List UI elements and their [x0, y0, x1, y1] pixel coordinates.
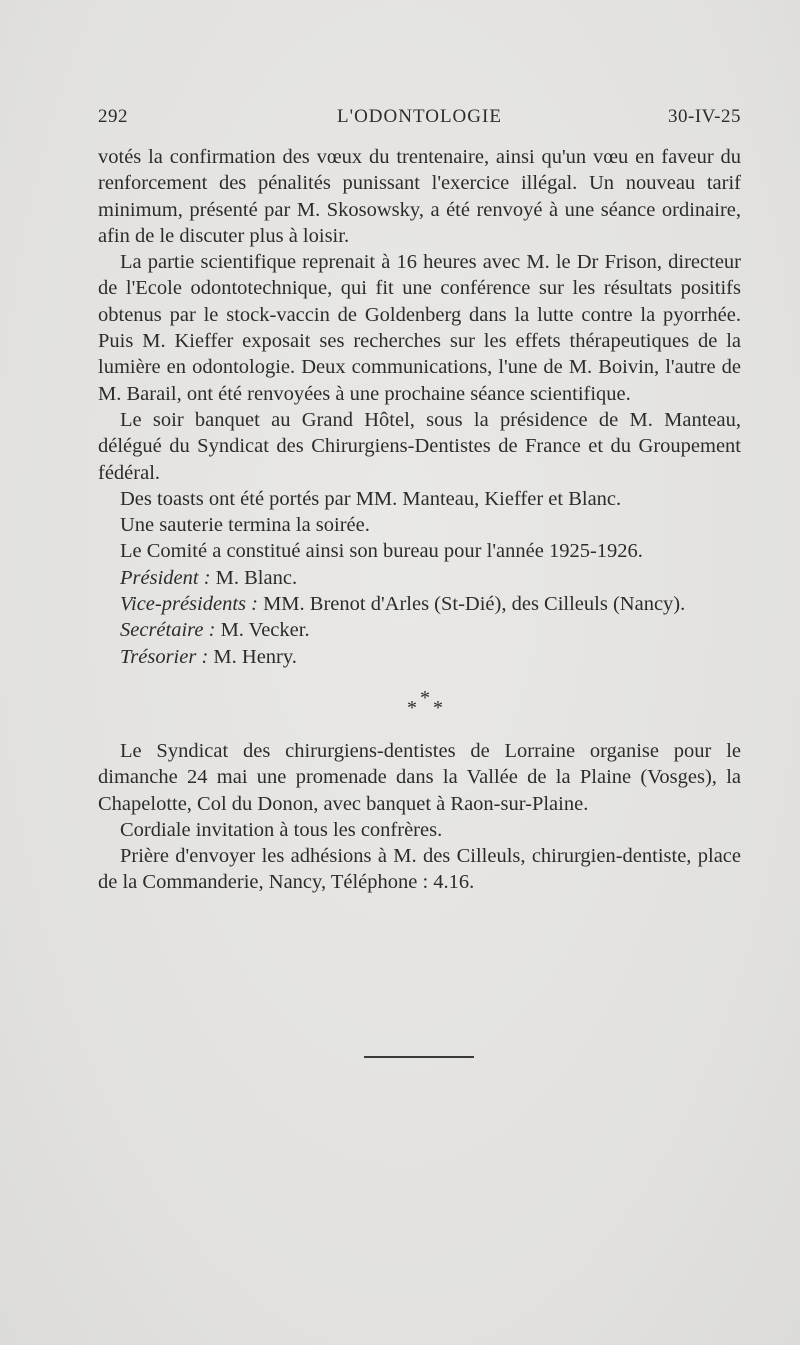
asterisk: *	[407, 696, 417, 719]
vice-presidents-label: Vice-présidents :	[120, 593, 258, 616]
paragraph: Cordiale invitation à tous les confrères.	[120, 818, 443, 841]
president-label: Président :	[120, 566, 211, 589]
vice-presidents-value: MM. Brenot d'Arles (St-Dié), des Cilleuls (Nancy).	[257, 593, 686, 616]
asterisk: *	[433, 696, 443, 719]
journal-title: L'ODONTOLOGIE	[337, 106, 502, 127]
asterism-separator	[98, 684, 741, 724]
secretary-value: M. Vecker.	[215, 619, 310, 642]
president-line	[98, 565, 741, 591]
paragraph: Le soir banquet au Grand Hôtel, sous la présidence de M. Manteau, délégué du Syndicat des Chirurgiens-Dentistes de France et du Groupement fédéral.	[98, 408, 741, 484]
secretary-label: Secrétaire :	[120, 619, 216, 642]
paragraph: Une sauterie termina la soirée.	[120, 514, 370, 537]
paragraph: Le Comité a constitué ainsi son bureau pour l'année 1925-1926.	[120, 540, 643, 563]
vice-presidents-line	[98, 591, 741, 617]
closing-rule	[364, 1056, 474, 1058]
president-value: M. Blanc.	[210, 566, 298, 589]
page-number: 292	[98, 106, 128, 127]
body-text	[98, 144, 741, 896]
paragraph: Le Syndicat des chirurgiens-dentistes de Lorraine organise pour le dimanche 24 mai une promenade dans la Vallée de la Plaine (Vosges), la Chapelotte, Col du Donon, avec banquet à Raon-sur-Plaine.	[98, 739, 741, 815]
treasurer-value: M. Henry.	[208, 645, 297, 668]
paragraph: votés la confirmation des vœux du trentenaire, ainsi qu'un vœu en faveur du renforcement des pénalités punissant l'exercice illégal. Un nouveau tarif minimum, présenté par M. Skosowsky, a été renvoyé à une séance ordinaire, afin de le discuter plus à loisir.	[98, 146, 741, 247]
paragraph: La partie scientifique reprenait à 16 heures avec M. le Dr Frison, directeur de l'Ecole odontotechnique, qui fit une conférence sur les résultats positifs obtenus par le stock-vaccin de Goldenberg dans la lutte contre la pyorrhée. Puis M. Kieffer exposait ses recherches sur les effets thérapeutiques de la lumière en odontologie. Deux communications, l'une de M. Boivin, l'autre de M. Barail, ont été renvoyées à une prochaine séance scientifique.	[98, 251, 741, 405]
paragraph: Prière d'envoyer les adhésions à M. des Cilleuls, chirurgien-dentiste, place de la Commanderie, Nancy, Téléphone : 4.16.	[98, 845, 741, 894]
issue-date: 30-IV-25	[668, 106, 741, 127]
secretary-line	[98, 617, 741, 643]
paragraph: Des toasts ont été portés par MM. Manteau, Kieffer et Blanc.	[120, 487, 622, 510]
treasurer-label: Trésorier :	[120, 645, 209, 668]
running-header	[98, 106, 741, 132]
asterisk: *	[420, 686, 430, 709]
treasurer-line	[98, 644, 741, 670]
